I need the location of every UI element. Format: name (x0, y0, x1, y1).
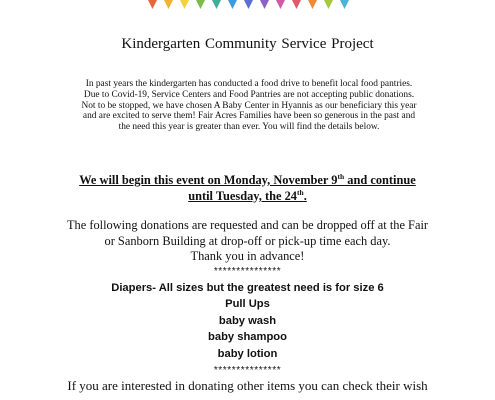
intro-line: Not to be stopped, we have chosen A Baby Center in Hyannis as our beneficiary this year (81, 100, 417, 111)
star-divider-top: *************** (213, 266, 282, 277)
pennant-banner-decoration (148, 0, 358, 10)
date-ordinal: th (337, 171, 345, 181)
list-item: baby shampoo (208, 331, 287, 344)
donation-items-list (0, 280, 495, 362)
star-divider-bottom: *************** (213, 365, 282, 376)
intro-paragraph (45, 79, 453, 133)
request-line: or Sanborn Building at drop-off or pick-up time each day. (104, 233, 391, 248)
date-text: We will begin this event on Monday, November 9 (79, 173, 338, 187)
intro-line: In past years the kindergarten has conducted a food drive to benefit local food pantries. (85, 79, 413, 89)
pennant-flag (260, 0, 269, 9)
closing-line: If you are interested in donating other items you can check their wish (67, 378, 428, 393)
intro-line: the need this year is greater than ever. You will find the details below. (118, 122, 380, 133)
event-dates-line-1 (0, 172, 495, 188)
pennant-flag (148, 0, 157, 9)
pennant-flag (180, 0, 189, 9)
pennant-flag (244, 0, 253, 9)
pennant-flag (308, 0, 317, 9)
date-text: . (303, 189, 307, 203)
intro-line: and are excited to serve them! Fair Acres Families have been so generous in the past and (82, 111, 416, 122)
event-dates (0, 172, 495, 204)
intro-line: Due to Covid-19, Service Centers and Food Pantries are not accepting public donations. (83, 89, 415, 100)
date-text: until Tuesday, the 24 (188, 189, 298, 203)
pennant-flag (324, 0, 333, 9)
list-item: Pull Ups (225, 298, 270, 311)
request-line: Thank you in advance! (190, 249, 305, 263)
pennant-flag (164, 0, 173, 9)
page-title: Kindergarten Community Service Project (121, 36, 374, 52)
list-item: Diapers- All sizes but the greatest need is for size 6 (111, 282, 384, 294)
list-item: baby lotion (217, 347, 278, 360)
date-text: and continue (344, 173, 416, 187)
pennant-flag (196, 0, 205, 9)
pennant-flag (212, 0, 221, 9)
pennant-flag (292, 0, 301, 9)
list-item: baby wash (218, 314, 277, 327)
pennant-flag (228, 0, 237, 9)
request-line: The following donations are requested and can be dropped off at the Fair (66, 218, 429, 232)
pennant-flag (340, 0, 349, 9)
date-ordinal: th (297, 187, 304, 197)
donation-request-paragraph (0, 218, 495, 265)
event-dates-line-2 (0, 188, 495, 204)
pennant-flag (276, 0, 285, 9)
